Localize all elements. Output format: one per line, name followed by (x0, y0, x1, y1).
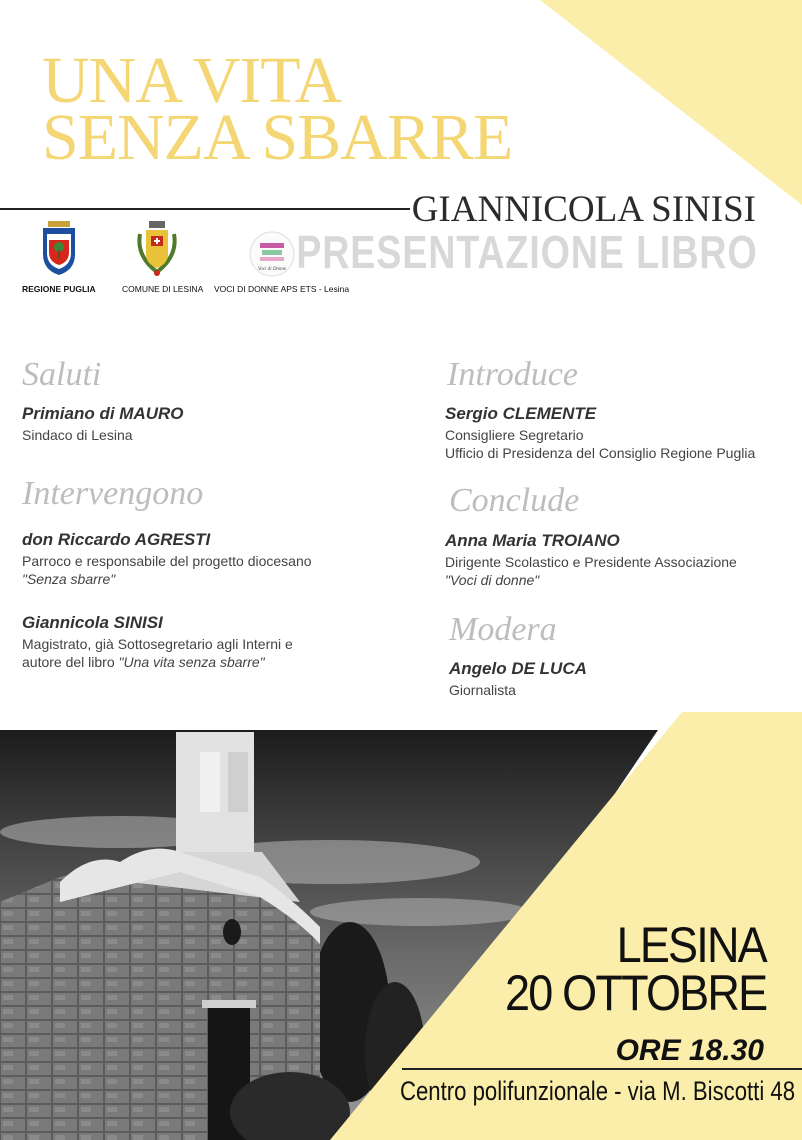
author-name: GIANNICOLA SINISI (411, 189, 756, 230)
saluti-role: Sindaco di Lesina (22, 427, 133, 443)
subtitle: PRESENTAZIONE LIBRO (296, 226, 758, 278)
heading-modera: Modera (449, 611, 557, 648)
speaker-2-book-title: "Una vita senza sbarre" (118, 654, 265, 670)
heading-intervengono: Intervengono (22, 475, 204, 512)
event-city: LESINA (616, 917, 766, 973)
conclude-note: "Voci di donne" (445, 572, 540, 588)
header-rule (0, 208, 410, 210)
heading-introduce: Introduce (447, 356, 578, 393)
title-line-2: SENZA SBARRE (42, 101, 513, 174)
event-venue: Centro polifunzionale - via M. Biscotti 48 (400, 1076, 796, 1106)
introduce-role-1: Consigliere Segretario (445, 427, 584, 443)
logo-voci-di-donne (212, 226, 350, 296)
speaker-1-note: "Senza sbarre" (22, 571, 116, 587)
voci-di-donne-logo-icon (248, 230, 296, 278)
logo-caption-regione: REGIONE PUGLIA (22, 284, 96, 294)
conclude-role: Dirigente Scolastico e Presidente Associazione (445, 554, 737, 570)
regione-puglia-crest-icon (40, 220, 78, 276)
logo-regione-puglia (22, 220, 98, 296)
saluti-name: Primiano di MAURO (22, 404, 184, 423)
speaker-1-role: Parroco e responsabile del progetto diocesano (22, 553, 312, 569)
logo-comune-lesina (122, 220, 204, 296)
title-line-1: UNA VITA (42, 44, 341, 117)
comune-lesina-crest-icon (134, 220, 180, 278)
event-time: ORE 18.30 (615, 1034, 764, 1067)
conclude-name: Anna Maria TROIANO (445, 531, 620, 550)
speaker-1-name: don Riccardo AGRESTI (22, 530, 211, 549)
speaker-2-role: Magistrato, già Sottosegretario agli Interni e (22, 636, 293, 652)
speaker-2-name: Giannicola SINISI (22, 613, 163, 632)
heading-conclude: Conclude (449, 482, 580, 519)
logo-caption-voci: VOCI DI DONNE APS ETS - Lesina (214, 284, 350, 294)
svg-text:Voci di Donne: Voci di Donne (257, 267, 287, 272)
speaker-2-role-prefix: autore del libro (22, 654, 119, 670)
heading-saluti: Saluti (22, 356, 102, 393)
logo-caption-comune: COMUNE DI LESINA (122, 284, 204, 294)
speaker-2-role-line2 (22, 653, 265, 671)
introduce-role-2: Ufficio di Presidenza del Consiglio Regione Puglia (445, 445, 756, 461)
modera-role: Giornalista (449, 682, 516, 698)
modera-name: Angelo DE LUCA (449, 659, 587, 678)
footer-rule (402, 1068, 802, 1070)
introduce-name: Sergio CLEMENTE (445, 404, 597, 423)
event-date: 20 OTTOBRE (504, 965, 766, 1021)
